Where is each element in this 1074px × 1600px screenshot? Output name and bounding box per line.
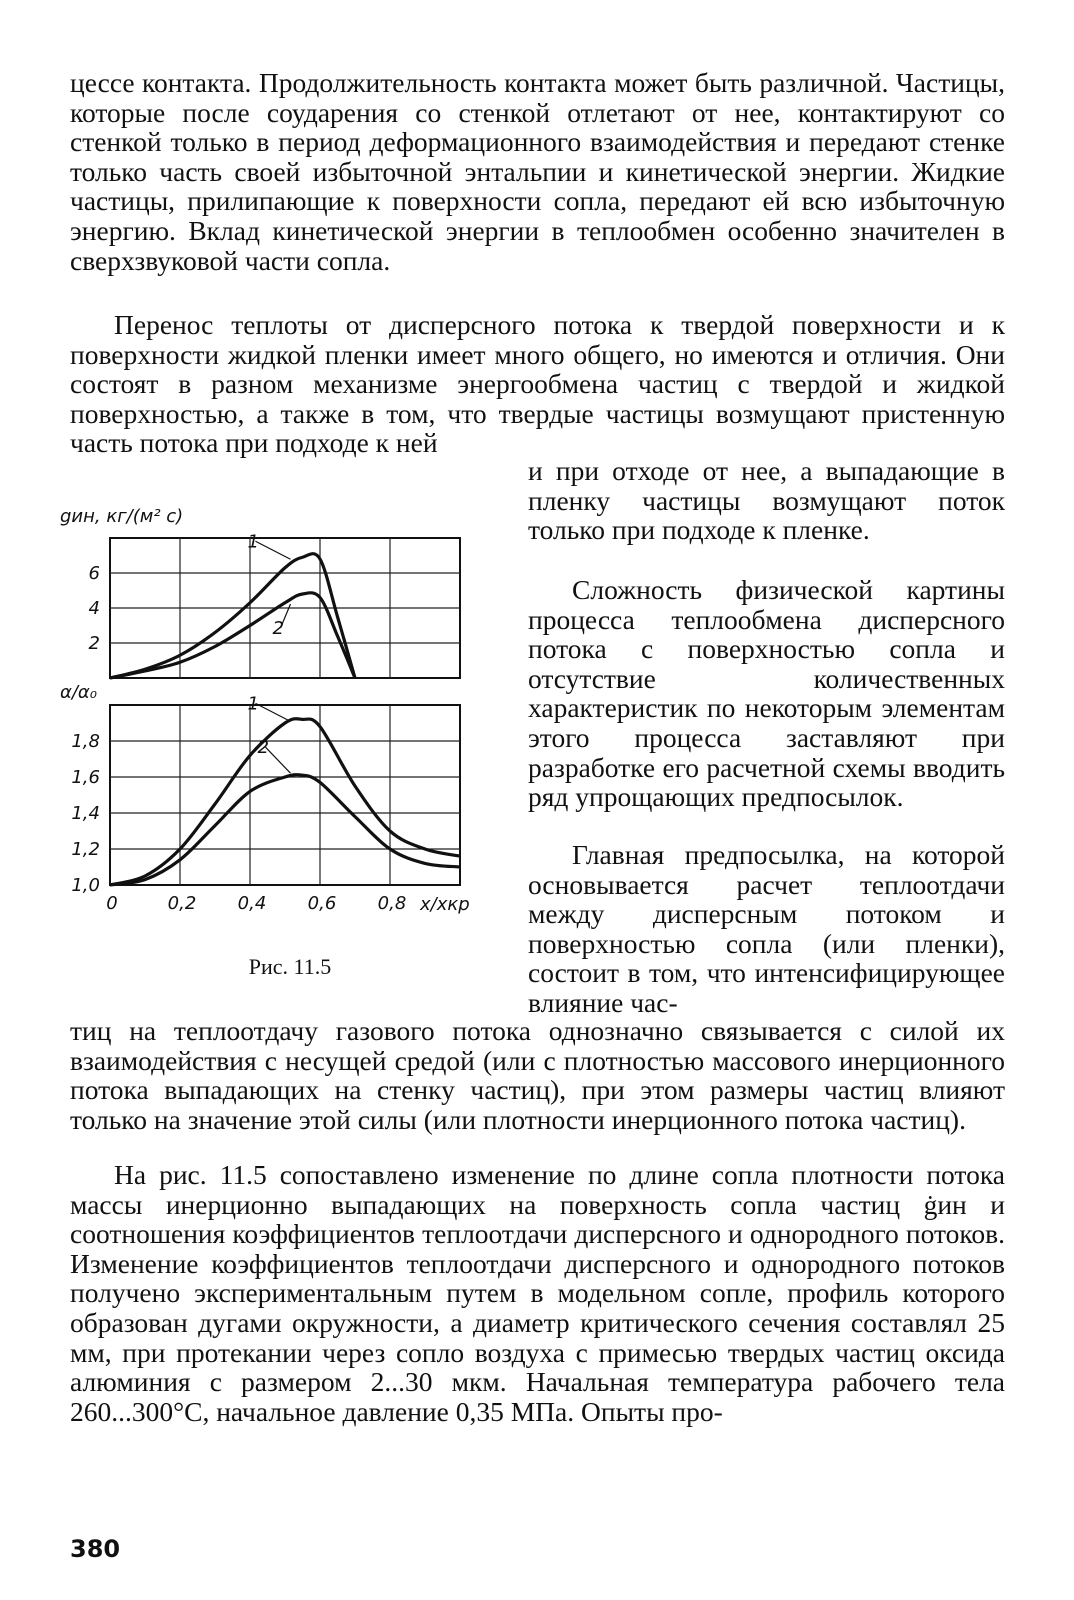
top-curve-2 xyxy=(110,593,355,678)
bottom-x-tick-label: 0 xyxy=(106,893,118,914)
figure-11-5 xyxy=(60,500,520,980)
bottom-curve-label-1: 1 xyxy=(247,693,259,715)
top-label-leader-1 xyxy=(256,541,291,559)
bottom-x-tick-label: 0,4 xyxy=(237,893,267,914)
top-curve-1 xyxy=(110,554,355,678)
x-axis-label: x/xкр xyxy=(420,894,470,915)
bottom-y-axis-label: α/α₀ xyxy=(60,682,98,703)
figure-chart xyxy=(60,500,520,930)
paragraph-2-continuation: и при отходе от нее, а выпадающие в пленку частицы возмущают поток только при подходе к пленке. xyxy=(528,455,1005,546)
bottom-label-leader-2 xyxy=(266,747,291,773)
top-y-tick-label: 6 xyxy=(88,563,100,584)
bottom-curve-2 xyxy=(110,775,460,885)
paragraph-3: Сложность физической картины процесса теплообмена дисперсного потока с поверхностью сопла и отсутствие количественных характеристик по некоторым элементам этого процесса заставляют при разработке его расчетной схемы вводить ряд упрощающих предпосылок. xyxy=(528,574,1005,813)
bottom-x-tick-label: 0,2 xyxy=(167,893,197,914)
curves xyxy=(110,531,460,885)
paragraph-4: Главная предпосылка, на которой основывается расчет теплоотдачи между дисперсным потоком и поверхностью сопла (или пленки), состоит в том, что интенсифицирующее влияние час- xyxy=(528,839,1005,1018)
paragraph-4-continuation: тиц на теплоотдачу газового потока однозначно связывается с силой их взаимодействия с несущей средой (или с плотностью массового инерционного потока выпадающих на стенку частиц), при этом размеры частиц влияют только на значение этой силы (или плотности инерционного потока частиц). xyxy=(70,1015,1005,1135)
top-curve-label-2: 2 xyxy=(272,618,284,639)
paragraph-1: цессе контакта. Продолжительность контакта может быть различной. Частицы, которые после соударения со стенкой отлетают от нее, контактируют со стенкой только в период деформационного взаимодействия и передают стенке только часть своей избыточной энтальпии и кинетической энергии. Жидкие частицы, прилипающие к поверхности сопла, передают ей всю избыточную энергию. Вклад кинетической энергии в теплообмен особенно значителен в сверхзвуковой части сопла. xyxy=(70,67,1005,276)
figure-caption: Рис. 11.5 xyxy=(248,954,332,979)
top-y-tick-label: 4 xyxy=(88,598,100,619)
bottom-y-tick-label: 1,2 xyxy=(71,839,100,860)
top-grid xyxy=(110,538,460,678)
bottom-y-tick-label: 1,0 xyxy=(71,875,100,896)
paragraph-5: На рис. 11.5 сопоставлено изменение по длине сопла плотности потока массы инерционно выпадающих на поверхность сопла частиц ġин и соотношения коэффициентов теплоотдачи дисперсного и однородного потоков. Изменение коэффициентов теплоотдачи дисперсного и однородного потоков получено экспериментальным путем в модельном сопле, профиль которого образован дугами окружности, а диаметр критического сечения составлял 25 мм, при протекании через сопло воздуха с примесью твердых частиц оксида алюминия с размером 2...30 мкм. Начальная температура рабочего тела 260...300°С, начальное давление 0,35 МПа. Опыты про- xyxy=(70,1159,1005,1427)
top-y-axis-label: gин, кг/(м² с) xyxy=(60,506,184,527)
bottom-curve-label-2: 2 xyxy=(257,737,269,759)
bottom-y-tick-label: 1,4 xyxy=(71,803,100,824)
top-curve-label-1: 1 xyxy=(247,531,259,553)
bottom-x-tick-label: 0,8 xyxy=(377,893,407,914)
tick-labels xyxy=(71,563,406,914)
bottom-y-tick-label: 1,8 xyxy=(71,731,100,752)
paragraph-2: Перенос теплоты от дисперсного потока к твердой поверхности и к поверхности жидкой пленки имеет много общего, но имеются и отличия. Они состоят в разном механизме энергообмена частиц с твердой и жидкой поверхностью, а также в том, что твердые частицы возмущают пристенную часть потока при подходе к ней xyxy=(70,309,1005,459)
page-number: 380 xyxy=(70,1535,121,1563)
bottom-curve-1 xyxy=(110,719,460,885)
bottom-label-leader-1 xyxy=(256,703,291,721)
bottom-y-tick-label: 1,6 xyxy=(71,767,100,788)
top-y-tick-label: 2 xyxy=(88,633,100,654)
bottom-x-tick-label: 0,6 xyxy=(307,893,337,914)
